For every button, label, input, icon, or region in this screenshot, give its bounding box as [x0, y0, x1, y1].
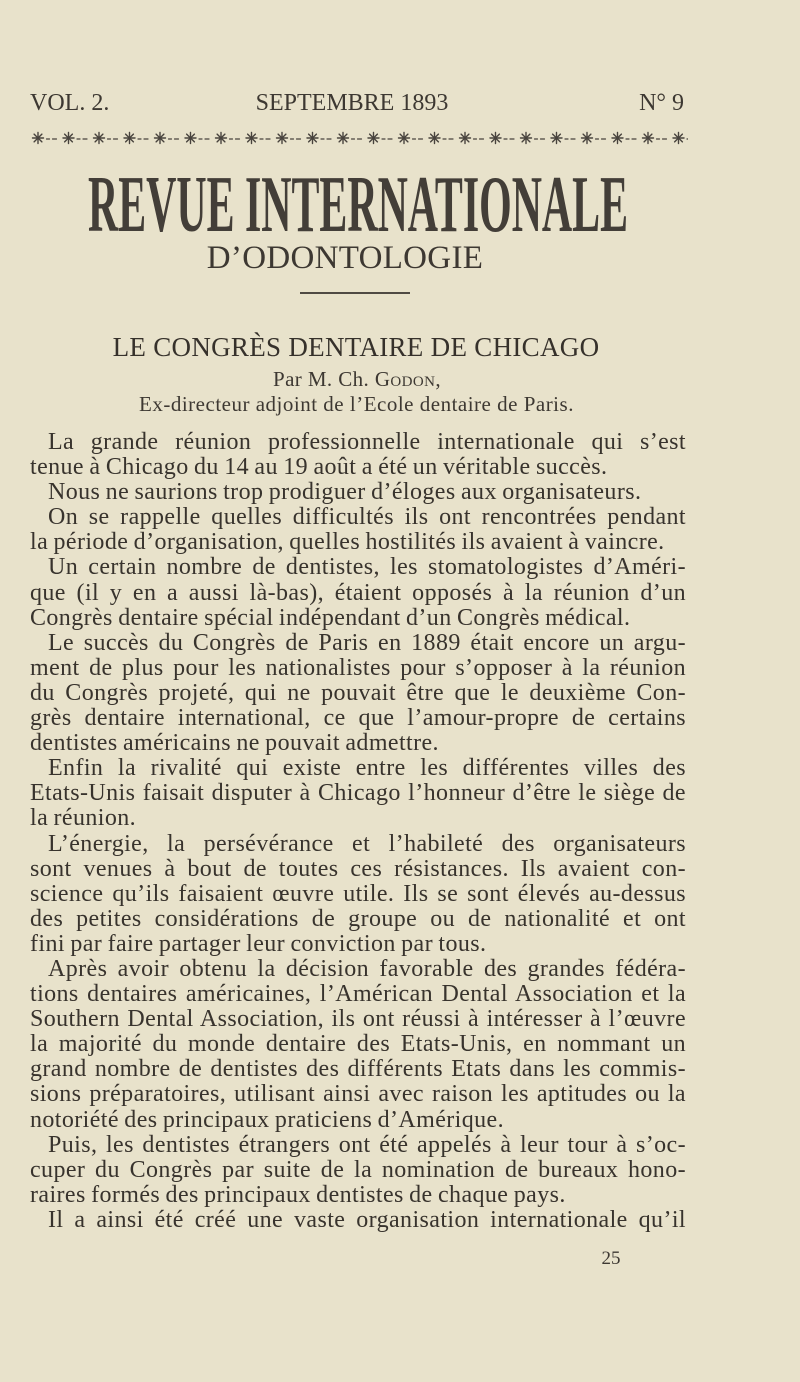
text-line: tenue à Chicago du 14 au 19 août a été un véritable succès.	[30, 454, 608, 481]
issue-date: SEPTEMBRE 1893	[255, 90, 449, 116]
paragraph	[30, 555, 686, 630]
text-line: science qu’ils faisaient œuvre utile. Ils se sont élevés au-dessus	[30, 880, 686, 907]
byline-prefix: Par M. Ch.	[273, 367, 370, 391]
text-line: Un certain nombre de dentistes, les stomatologistes d’Améri-	[48, 554, 686, 581]
paragraph	[30, 631, 686, 756]
article-body	[30, 430, 686, 1233]
text-line: fini par faire partager leur conviction par tous.	[30, 930, 487, 957]
journal-title-banner	[0, 160, 800, 246]
text-line: la période d’organisation, quelles hostilités ils avaient à vaincre.	[30, 529, 665, 556]
paragraph	[30, 430, 686, 480]
text-line: La grande réunion professionnelle internationale qui s’est	[48, 429, 686, 455]
text-line: grès dentaire international, ce que l’amour-propre de certains	[30, 705, 686, 732]
star-ornament-divider	[30, 129, 688, 147]
text-line: grand nombre de dentistes des différents Etats dans les commis-	[30, 1056, 686, 1083]
title-divider	[300, 292, 410, 294]
text-line: Etats-Unis faisait disputer à Chicago l’honneur d’être le siège de	[30, 780, 686, 807]
author-affiliation: Ex-directeur adjoint de l’Ecole dentaire de Paris.	[139, 392, 574, 416]
paragraph	[30, 505, 686, 555]
text-line: la réunion.	[30, 805, 137, 832]
paragraph	[30, 756, 686, 831]
text-line: Enfin la rivalité qui existe entre les différentes villes des	[48, 755, 686, 782]
text-line: Nous ne saurions trop prodiguer d’éloges aux organisateurs.	[48, 479, 642, 506]
ornament-pattern	[30, 129, 688, 147]
text-line: Après avoir obtenu la décision favorable des grandes fédéra-	[48, 955, 686, 982]
paragraph	[30, 1133, 686, 1208]
text-line: Southern Dental Association, ils ont réussi à intéresser à l’œuvre	[30, 1006, 686, 1033]
text-line: Il a ainsi été créé une vaste organisation internationale qu’il	[48, 1206, 686, 1233]
text-line: des petites considérations de groupe ou de nationalité et ont	[30, 905, 686, 932]
paragraph	[30, 1208, 686, 1233]
journal-subtitle: D’ODONTOLOGIE	[206, 240, 484, 276]
byline-suffix: ,	[435, 367, 441, 391]
text-line: que (il y en a aussi là-bas), étaient opposés à la réunion d’un	[30, 579, 686, 606]
text-line: ment de plus pour les nationalistes pour s’opposer à la réunion	[30, 654, 686, 681]
issue-number: N° 9	[639, 90, 684, 116]
article-byline	[0, 369, 714, 390]
text-line: notoriété des principaux praticiens d’Amérique.	[30, 1106, 504, 1133]
text-line: Congrès dentaire spécial indépendant d’un Congrès médical.	[30, 604, 631, 631]
text-line: Puis, les dentistes étrangers ont été appelés à leur tour à s’oc-	[48, 1131, 686, 1158]
text-line: L’énergie, la persévérance et l’habileté des organisateurs	[48, 830, 686, 857]
text-line: la majorité du monde dentaire des Etats-Unis, en nommant un	[30, 1031, 686, 1058]
paragraph	[30, 832, 686, 957]
text-line: cuper du Congrès par suite de la nomination de bureaux hono-	[30, 1156, 686, 1183]
article-title: LE CONGRÈS DENTAIRE DE CHICAGO	[112, 332, 600, 362]
volume-label: VOL. 2.	[30, 90, 110, 116]
journal-title: REVUE INTERNATIONALE	[88, 161, 628, 246]
paragraph	[30, 957, 686, 1133]
text-line: raires formés des principaux dentistes de chaque pays.	[30, 1181, 566, 1208]
text-line: sions préparatoires, utilisant ainsi avec raison les aptitudes ou la	[30, 1081, 686, 1108]
text-line: du Congrès projeté, qui ne pouvait être que le deuxième Con-	[30, 679, 686, 706]
text-line: tions dentaires américaines, l’Américan Dental Association et la	[30, 981, 686, 1008]
author-name: Godon	[374, 367, 436, 391]
text-line: sont venues à bout de toutes ces résistances. Ils avaient con-	[30, 855, 686, 882]
paragraph	[30, 480, 686, 505]
text-line: Le succès du Congrès de Paris en 1889 était encore un argu-	[48, 629, 686, 656]
text-line: dentistes américains ne pouvait admettre.	[30, 730, 439, 757]
page-number: 25	[601, 1248, 621, 1269]
text-line: On se rappelle quelles difficultés ils ont rencontrées pendant	[48, 504, 686, 531]
